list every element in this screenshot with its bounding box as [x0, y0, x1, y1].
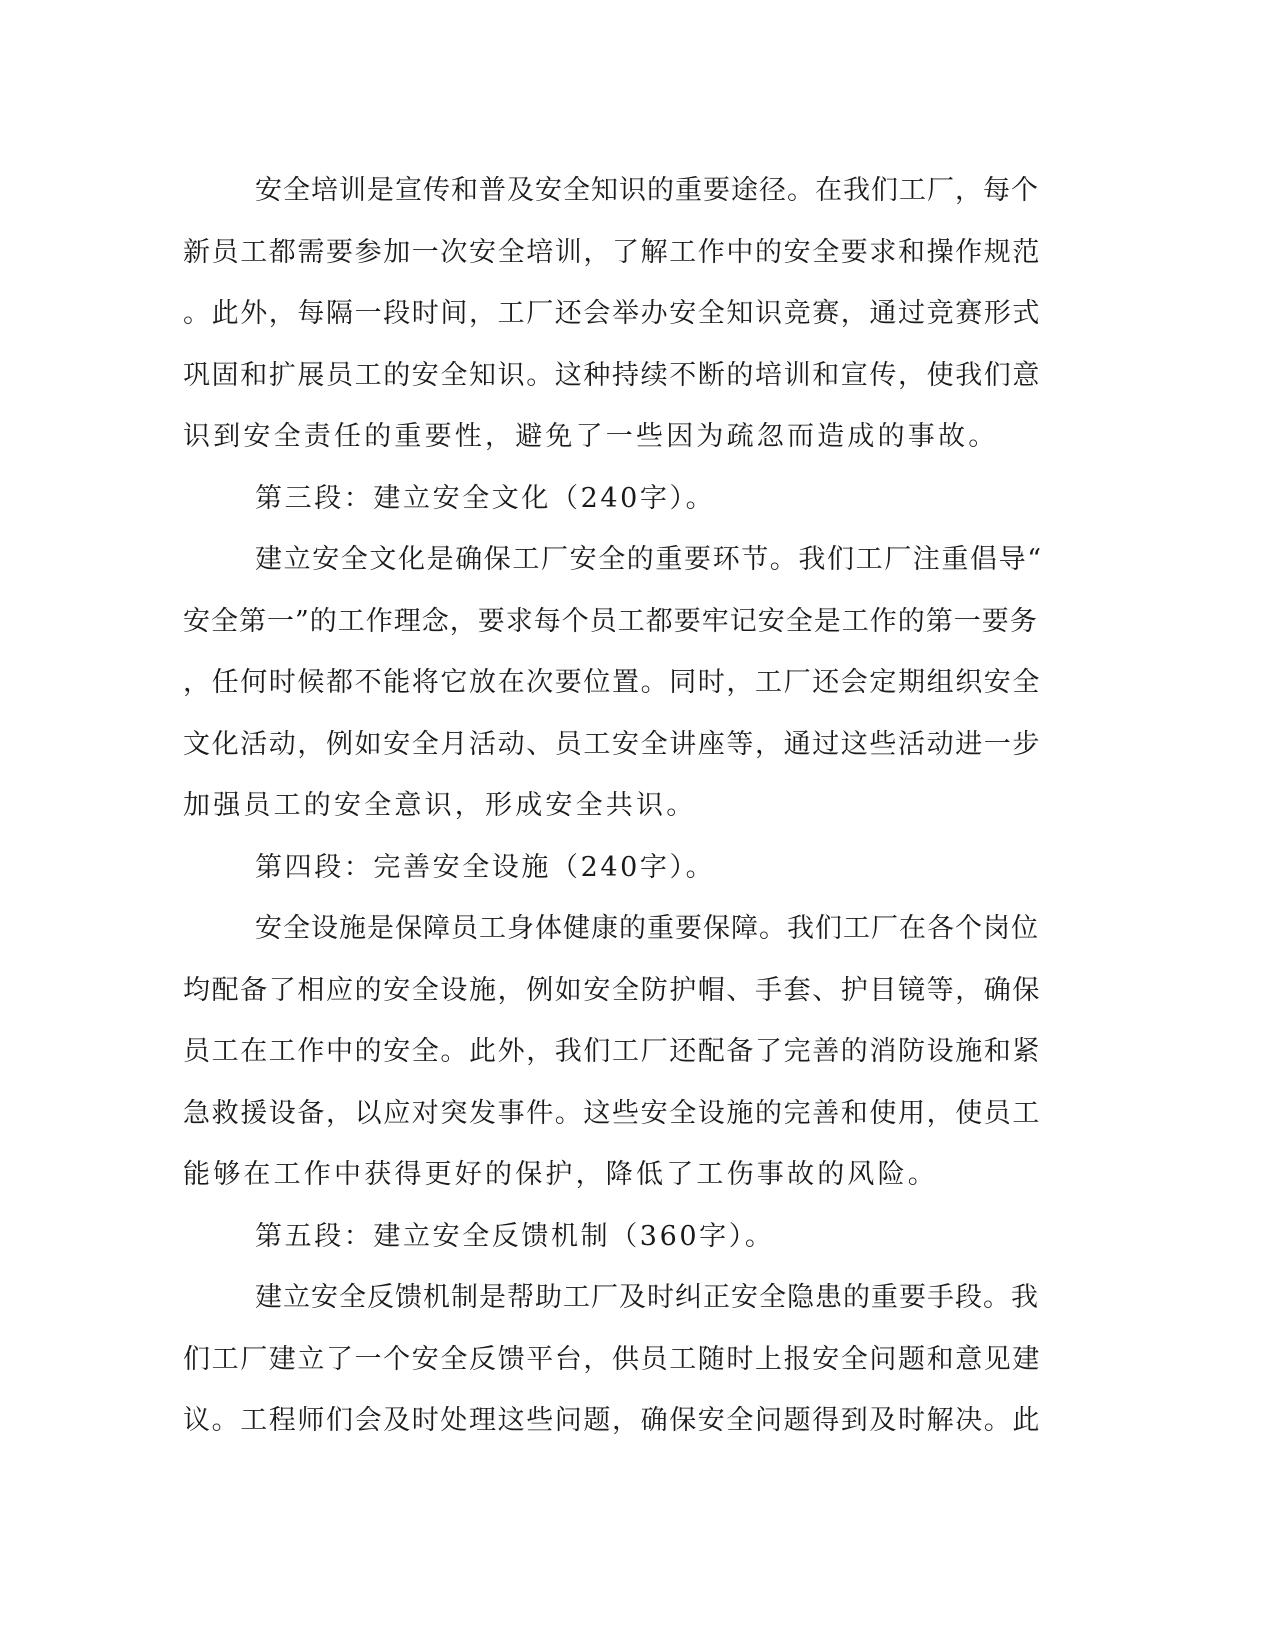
text-line: 建立安全文化是确保工厂安全的重要环节。我们工厂注重倡导“: [255, 544, 1043, 575]
text-line: 均配备了相应的安全设施，例如安全防护帽、手套、护目镜等，确保: [183, 974, 1041, 1006]
text-line: 急救援设备，以应对突发事件。这些安全设施的完善和使用，使员工: [183, 1097, 1041, 1129]
text-line: 员工在工作中的安全。此外，我们工厂还配备了完善的消防设施和紧: [183, 1036, 1041, 1067]
text-line: 安全培训是宣传和普及安全知识的重要途径。在我们工厂，每个: [255, 175, 1039, 206]
text-line: 文化活动，例如安全月活动、员工安全讲座等，通过这些活动进一步: [183, 728, 1041, 760]
text-line: ，任何时候都不能将它放在次要位置。同时，工厂还会定期组织安全: [183, 667, 1041, 698]
document-body: [183, 160, 1043, 1452]
text-line: 能够在工作中获得更好的保护，降低了工伤事故的风险。: [183, 1159, 938, 1190]
text-line: 巩固和扩展员工的安全知识。这种持续不断的培训和宣传，使我们意: [183, 359, 1041, 391]
text-line: 们工厂建立了一个安全反馈平台，供员工随时上报安全问题和意见建: [183, 1343, 1041, 1375]
text-line: 识到安全责任的重要性，避免了一些因为疏忽而造成的事故。: [183, 421, 999, 452]
section-heading: 第五段：建立安全反馈机制（360字）。: [255, 1220, 775, 1252]
text-line: 议。工程师们会及时处理这些问题，确保安全问题得到及时解决。此: [183, 1405, 1041, 1436]
text-line: 建立安全反馈机制是帮助工厂及时纠正安全隐患的重要手段。我: [255, 1282, 1039, 1313]
text-line: 。此外，每隔一段时间，工厂还会举办安全知识竞赛，通过竞赛形式: [183, 298, 1041, 329]
text-line: 新员工都需要参加一次安全培训，了解工作中的安全要求和操作规范: [183, 236, 1041, 268]
text-line: 安全设施是保障员工身体健康的重要保障。我们工厂在各个岗位: [255, 913, 1039, 944]
text-line: 安全第一”的工作理念，要求每个员工都要牢记安全是工作的第一要务: [183, 605, 1038, 637]
section-heading: 第三段：建立安全文化（240字）。: [255, 482, 716, 514]
text-line: 加强员工的安全意识，形成安全共识。: [183, 790, 697, 821]
section-heading: 第四段：完善安全设施（240字）。: [255, 851, 716, 883]
